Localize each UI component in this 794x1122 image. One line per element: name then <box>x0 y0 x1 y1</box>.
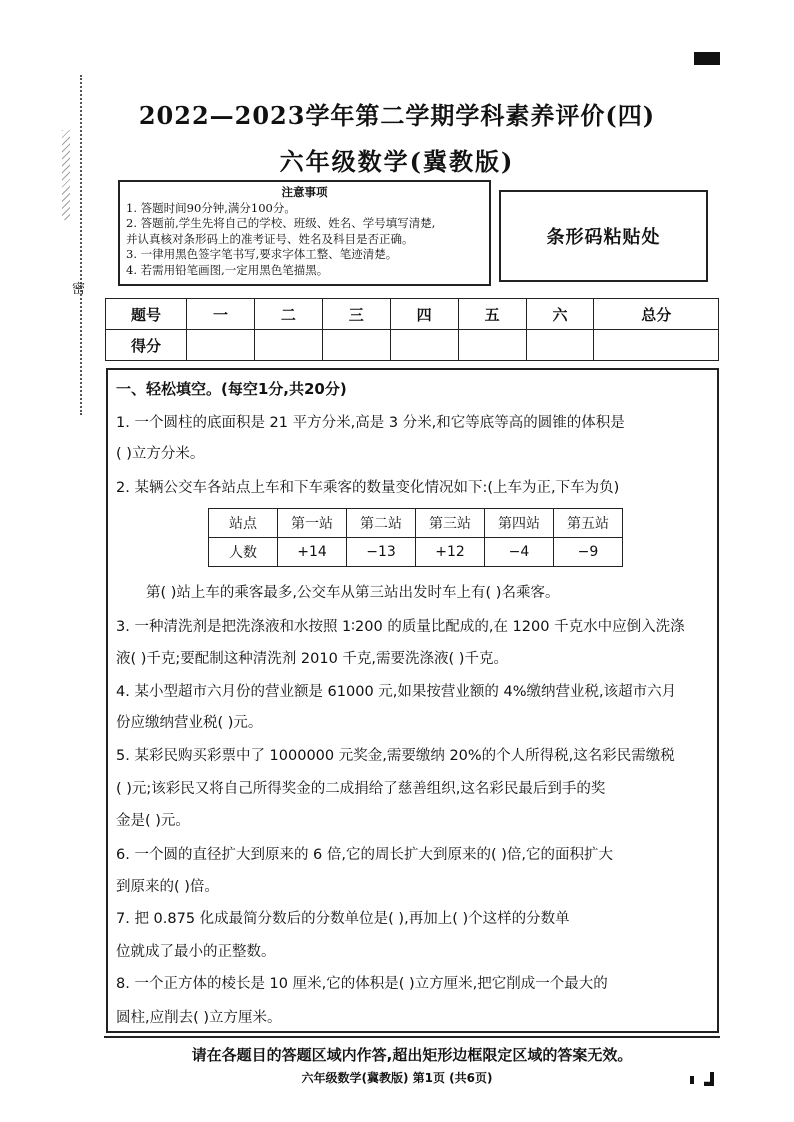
bus-value-cell: +12 <box>416 538 485 567</box>
score-table <box>105 298 719 361</box>
exam-subtitle: 六年级数学(冀教版) <box>279 147 515 176</box>
page-footer: 六年级数学(冀教版) 第1页 (共6页) <box>301 1071 493 1085</box>
question-5: 5. 某彩民购买彩票中了 1000000 元奖金,需要缴纳 20%的个人所得税,这名彩民需缴税 <box>116 748 675 764</box>
question-5-continued: ( )元;该彩民又将自己所得奖金的二成捐给了慈善组织,这名彩民最后到手的奖 <box>116 781 606 797</box>
bus-value-cell: −4 <box>485 538 554 567</box>
notice-item: 3. 一律用黑色签字笔书写,要求字体工整、笔迹清楚。 <box>126 247 398 261</box>
score-cell <box>322 330 390 361</box>
score-cell <box>458 330 526 361</box>
question-8: 8. 一个正方体的棱长是 10 厘米,它的体积是( )立方厘米,把它削成一个最大的 <box>116 976 608 992</box>
notice-item: 1. 答题时间90分钟,满分100分。 <box>126 200 296 215</box>
bus-header-cell: 第四站 <box>485 509 554 538</box>
score-row-label: 得分 <box>106 330 187 361</box>
score-cell <box>254 330 322 361</box>
bus-value-cell: −13 <box>347 538 416 567</box>
notice-item: 4. 若需用铅笔画图,一定用黑色笔描黑。 <box>126 262 329 277</box>
score-header-cell: 三 <box>322 299 390 330</box>
question-3: 3. 一种清洗剂是把洗涤液和水按照 1∶200 的质量比配成的,在 1200 千克水中应倒入洗涤 <box>116 619 685 635</box>
bus-passenger-table <box>208 508 623 567</box>
score-header-cell: 题号 <box>106 299 187 330</box>
score-header-cell: 二 <box>254 299 322 330</box>
barcode-area: 条形码粘贴处 <box>499 190 708 282</box>
bus-value-cell: +14 <box>278 538 347 567</box>
score-header-cell: 一 <box>187 299 255 330</box>
bus-row-label: 人数 <box>209 538 278 567</box>
exam-title: 2022—2023学年第二学期学科素养评价(四) <box>138 101 656 130</box>
bus-header-cell: 第三站 <box>416 509 485 538</box>
corner-registration-mark <box>690 1072 718 1086</box>
registration-marker <box>694 52 720 65</box>
score-cell <box>594 330 719 361</box>
question-1-blank: ( )立方分米。 <box>116 446 205 462</box>
score-header-cell: 六 <box>526 299 594 330</box>
score-cell <box>390 330 458 361</box>
question-7: 7. 把 0.875 化成最简分数后的分数单位是( ),再加上( )个这样的分数单 <box>116 911 570 927</box>
answer-area-warning: 请在各题目的答题区域内作答,超出矩形边框限定区域的答案无效。 <box>104 1036 720 1065</box>
section-heading: 一、轻松填空。(每空1分,共20分) <box>116 380 347 398</box>
notice-box <box>118 180 491 286</box>
question-8-continued: 圆柱,应削去( )立方厘米。 <box>116 1010 282 1026</box>
score-header-cell: 总分 <box>594 299 719 330</box>
score-header-cell: 四 <box>390 299 458 330</box>
bus-value-cell: −9 <box>554 538 623 567</box>
question-2: 2. 某辆公交车各站点上车和下车乘客的数量变化情况如下:(上车为正,下车为负) <box>116 480 620 496</box>
question-7-continued: 位就成了最小的正整数。 <box>116 944 276 960</box>
question-4: 4. 某小型超市六月份的营业额是 61000 元,如果按营业额的 4%缴纳营业税,该超市六月 <box>116 684 677 700</box>
notice-item: 2. 答题前,学生先将自己的学校、班级、姓名、学号填写清楚, <box>126 216 436 230</box>
question-2-blanks: 第( )站上车的乘客最多,公交车从第三站出发时车上有( )名乘客。 <box>146 585 560 601</box>
bus-header-cell: 第五站 <box>554 509 623 538</box>
notice-title: 注意事项 <box>281 185 328 199</box>
bus-header-cell: 第二站 <box>347 509 416 538</box>
question-4-continued: 份应缴纳营业税( )元。 <box>116 715 263 731</box>
question-1: 1. 一个圆柱的底面积是 21 平方分米,高是 3 分米,和它等底等高的圆锥的体积是 <box>116 415 625 431</box>
score-cell <box>526 330 594 361</box>
seal-line-label: 密 <box>72 282 86 297</box>
score-cell <box>187 330 255 361</box>
question-5-end: 金是( )元。 <box>116 813 190 829</box>
question-6: 6. 一个圆的直径扩大到原来的 6 倍,它的周长扩大到原来的( )倍,它的面积扩大 <box>116 847 614 863</box>
bus-header-cell: 第一站 <box>278 509 347 538</box>
bus-header-cell: 站点 <box>209 509 278 538</box>
question-3-continued: 液( )千克;要配制这种清洗剂 2010 千克,需要洗涤液( )千克。 <box>116 651 508 667</box>
score-header-cell: 五 <box>458 299 526 330</box>
question-6-continued: 到原来的( )倍。 <box>116 879 219 895</box>
notice-item: 并认真核对条形码上的准考证号、姓名及科目是否正确。 <box>126 231 414 246</box>
